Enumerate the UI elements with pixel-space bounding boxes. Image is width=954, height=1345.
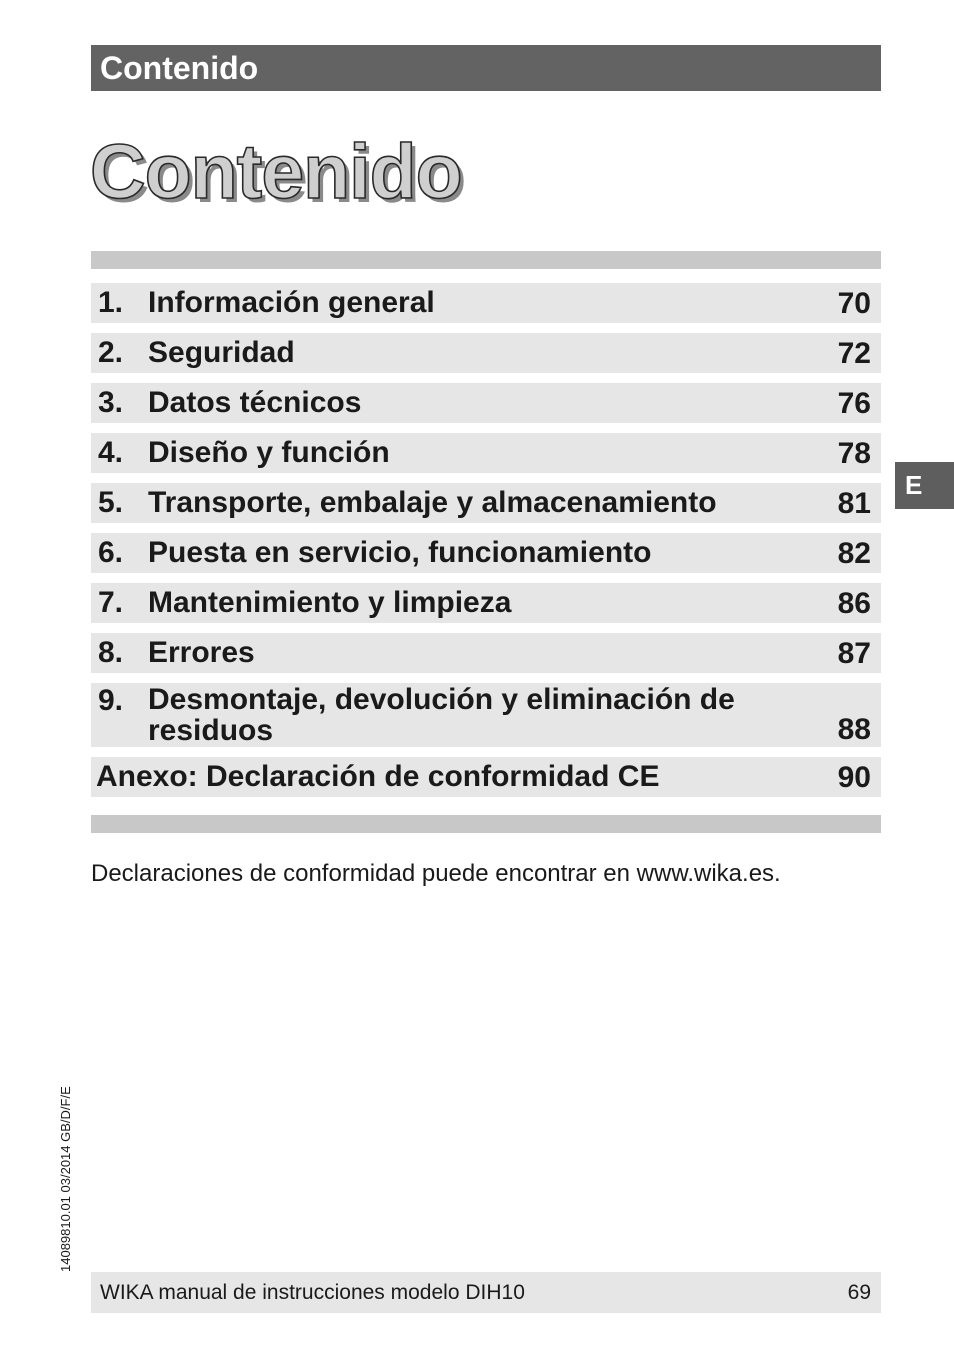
top-separator [91,251,881,269]
section-header-title: Contenido [100,49,259,86]
toc-entry-page: 81 [837,487,871,520]
toc-entry-number: 6. [98,536,124,569]
toc-entry-4[interactable] [91,433,881,473]
toc-entry-annex[interactable] [91,757,881,797]
conformity-note: Declaraciones de conformidad puede encontrar en www.wika.es. [91,860,781,887]
toc-entry-page: 76 [837,387,871,420]
toc-entry-8[interactable] [91,633,881,673]
toc-entry-title: Desmontaje, devolución y eliminación de residuos [148,683,735,747]
table-of-contents [91,283,881,797]
toc-entry-title: Anexo: Declaración de conformidad CE [96,760,660,793]
page-footer [91,1272,881,1313]
toc-entry-title: Errores [148,636,255,669]
footer-text: WIKA manual de instrucciones modelo DIH10 [100,1280,525,1304]
toc-entry-6[interactable] [91,533,881,573]
toc-entry-number: 4. [98,436,124,469]
toc-entry-title: Datos técnicos [148,386,362,419]
toc-entry-number: 1. [98,286,124,319]
toc-entry-title: Transporte, embalaje y almacenamiento [148,486,717,519]
toc-entry-page: 82 [837,537,871,570]
toc-entry-page: 78 [837,437,871,470]
toc-entry-title: Puesta en servicio, funcionamiento [148,536,652,569]
toc-entry-number: 2. [98,336,124,369]
page-number: 69 [847,1280,871,1304]
toc-entry-page: 88 [837,713,871,746]
toc-entry-number: 8. [98,636,124,669]
toc-entry-number: 3. [98,386,124,419]
toc-entry-1[interactable] [91,283,881,323]
page-title: Contenido [90,129,462,215]
bottom-separator [91,815,881,833]
toc-entry-page: 90 [837,761,871,794]
toc-entry-title: Seguridad [148,336,295,369]
toc-entry-2[interactable] [91,333,881,373]
toc-entry-page: 86 [837,587,871,620]
toc-entry-page: 72 [837,337,871,370]
toc-entry-title: Diseño y función [148,436,390,469]
toc-entry-3[interactable] [91,383,881,423]
toc-entry-title: Información general [148,286,435,319]
language-tab: E [895,462,954,509]
toc-entry-9[interactable] [91,683,881,747]
toc-entry-number: 5. [98,486,124,519]
toc-entry-7[interactable] [91,583,881,623]
document-code: 14089810.01 03/2014 GB/D/F/E [58,1086,73,1272]
toc-entry-number: 9. [98,684,124,717]
toc-entry-5[interactable] [91,483,881,523]
toc-entry-page: 70 [837,287,871,320]
toc-entry-page: 87 [837,637,871,670]
toc-entry-title: Mantenimiento y limpieza [148,586,512,619]
toc-entry-number: 7. [98,586,124,619]
section-header-bar [91,45,881,91]
